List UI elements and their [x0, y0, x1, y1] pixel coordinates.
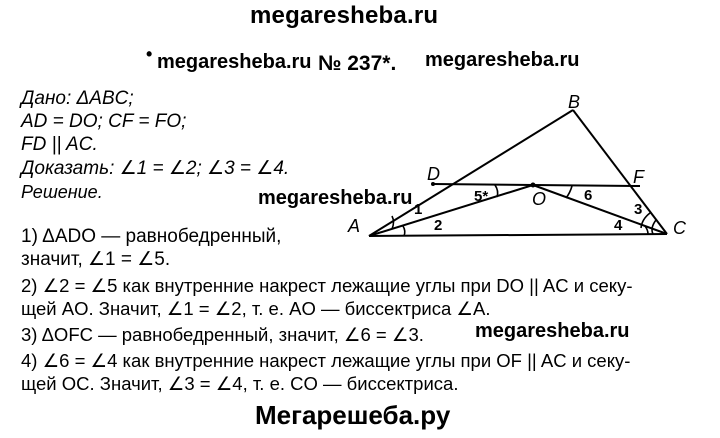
step-1-line-1: 1) ΔADO — равнобедренный, [21, 226, 282, 247]
step-4-line-1: 4) ∠6 = ∠4 как внутренние накрест лежащие углы при OF || AC и секу- [21, 350, 631, 371]
angle-label-3: 3 [634, 201, 643, 218]
watermark-center: megaresheba.ru [258, 187, 413, 209]
step-3-line: 3) ΔOFC — равнобедренный, значит, ∠6 = ∠3. [21, 324, 424, 345]
side-ac [369, 234, 667, 236]
arc-angle-2 [403, 226, 405, 236]
triangle-diagram [340, 84, 720, 249]
step-4-line-2: щей OC. Значит, ∠3 = ∠4, т. е. CO — биссектриса. [21, 373, 459, 394]
label-a: A [348, 216, 361, 236]
angle-label-5: 5* [474, 188, 489, 205]
label-c: C [673, 218, 686, 238]
arc-angle-6 [566, 186, 572, 198]
side-ab [369, 110, 573, 236]
bullet-dot: • [146, 44, 153, 64]
label-d: D [427, 164, 440, 184]
watermark-right: megaresheba.ru [425, 49, 580, 71]
label-o: O [532, 189, 547, 209]
point-o [531, 183, 536, 188]
segment-oc [533, 185, 667, 234]
arc-angle-5 [495, 185, 498, 197]
given-line-3: FD || AC. [21, 134, 98, 155]
label-f: F [633, 167, 644, 187]
given-line-1: Дано: ΔABC; [21, 88, 134, 109]
segment-ao [369, 185, 533, 236]
arc-angle-c [652, 220, 656, 234]
watermark-top: megaresheba.ru [250, 2, 439, 29]
watermark-mid-left: megaresheba.ru [157, 51, 312, 73]
solution-heading: Решение. [21, 182, 103, 202]
problem-number: № 237*. [318, 52, 397, 75]
step-2-line-1: 2) ∠2 = ∠5 как внутренние накрест лежащие углы при DO || AC и секу- [21, 275, 633, 296]
watermark-lower: megaresheba.ru [475, 320, 630, 342]
step-1-line-2: значит, ∠1 = ∠5. [21, 249, 171, 270]
angle-label-1: 1 [414, 201, 423, 218]
given-line-4: Доказать: ∠1 = ∠2; ∠3 = ∠4. [21, 158, 290, 179]
side-bc [573, 110, 667, 234]
label-b: B [568, 92, 581, 112]
angle-label-2: 2 [434, 217, 443, 234]
step-2-line-2: щей AO. Значит, ∠1 = ∠2, т. е. AO — биссектриса ∠A. [21, 298, 491, 319]
angle-label-6: 6 [584, 187, 593, 204]
given-line-2: AD = DO; CF = FO; [21, 111, 187, 132]
angle-label-4: 4 [614, 217, 623, 234]
watermark-bottom: Мегарешеба.ру [255, 400, 451, 430]
